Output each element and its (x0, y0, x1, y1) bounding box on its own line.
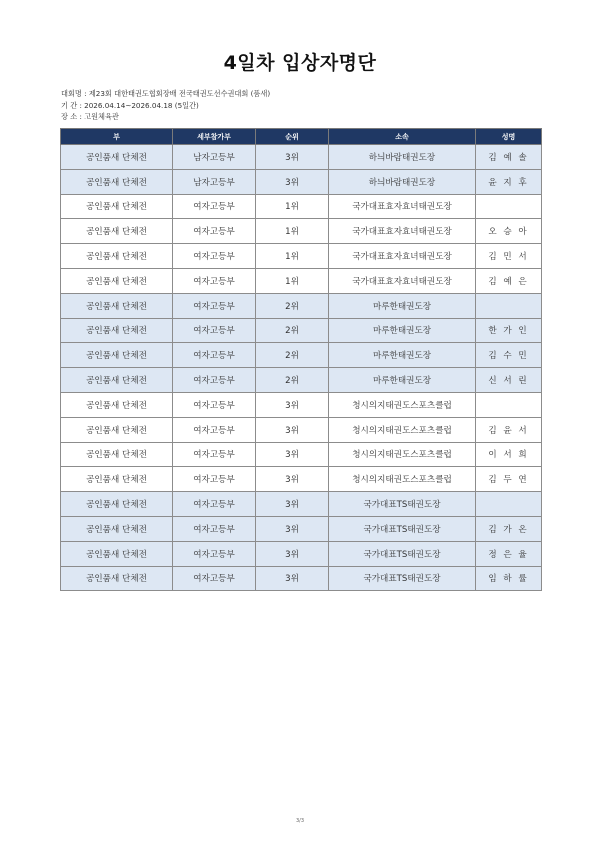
table-row (61, 194, 542, 219)
cell-subdivision: 여자고등부 (173, 343, 256, 368)
cell-rank: 2위 (256, 293, 329, 318)
table-row (61, 566, 542, 591)
cell-division: 공인품새 단체전 (61, 566, 173, 591)
table-row (61, 516, 542, 541)
cell-division: 공인품새 단체전 (61, 516, 173, 541)
table-row (61, 318, 542, 343)
cell-rank: 2위 (256, 318, 329, 343)
cell-subdivision: 여자고등부 (173, 392, 256, 417)
cell-division: 공인품새 단체전 (61, 293, 173, 318)
cell-name: 한 가 인 (476, 318, 542, 343)
cell-team: 국가대표TS태권도장 (329, 541, 476, 566)
competition-period: 기 간 : 2026.04.14~2026.04.18 (5일간) (61, 100, 199, 110)
cell-team: 청시의지태권도스포츠클럽 (329, 467, 476, 492)
cell-team: 청시의지태권도스포츠클럽 (329, 417, 476, 442)
cell-rank: 3위 (256, 442, 329, 467)
table-row (61, 417, 542, 442)
table-row (61, 492, 542, 517)
cell-division: 공인품새 단체전 (61, 194, 173, 219)
table-header-row (61, 129, 542, 145)
cell-name: 이 서 희 (476, 442, 542, 467)
cell-team: 국가대표효자효녀태권도장 (329, 244, 476, 269)
cell-name: 김 민 서 (476, 244, 542, 269)
cell-division: 공인품새 단체전 (61, 219, 173, 244)
table-row (61, 293, 542, 318)
cell-name (476, 392, 542, 417)
cell-subdivision: 여자고등부 (173, 541, 256, 566)
cell-team: 국가대표효자효녀태권도장 (329, 219, 476, 244)
header-rank: 순위 (256, 129, 329, 145)
cell-name: 임 하 률 (476, 566, 542, 591)
cell-team: 국가대표TS태권도장 (329, 492, 476, 517)
cell-subdivision: 여자고등부 (173, 219, 256, 244)
header-team: 소속 (329, 129, 476, 145)
cell-rank: 3위 (256, 467, 329, 492)
cell-rank: 1위 (256, 268, 329, 293)
cell-team: 마루한태권도장 (329, 343, 476, 368)
cell-team: 마루한태권도장 (329, 368, 476, 393)
cell-team: 하늬바람태권도장 (329, 145, 476, 170)
table-row (61, 392, 542, 417)
cell-division: 공인품새 단체전 (61, 492, 173, 517)
cell-division: 공인품새 단체전 (61, 318, 173, 343)
table-row (61, 219, 542, 244)
cell-subdivision: 여자고등부 (173, 194, 256, 219)
cell-name: 김 예 솔 (476, 145, 542, 170)
cell-rank: 3위 (256, 145, 329, 170)
competition-venue: 장 소 : 고원체육관 (61, 112, 119, 121)
cell-name: 김 수 민 (476, 343, 542, 368)
cell-rank: 1위 (256, 219, 329, 244)
cell-subdivision: 여자고등부 (173, 293, 256, 318)
cell-rank: 2위 (256, 368, 329, 393)
results-body (61, 145, 542, 591)
cell-rank: 3위 (256, 392, 329, 417)
cell-subdivision: 여자고등부 (173, 244, 256, 269)
cell-subdivision: 여자고등부 (173, 417, 256, 442)
cell-subdivision: 여자고등부 (173, 516, 256, 541)
cell-name (476, 194, 542, 219)
cell-team: 청시의지태권도스포츠클럽 (329, 392, 476, 417)
cell-team: 마루한태권도장 (329, 293, 476, 318)
competition-name: 대회명 : 제23회 대한태권도협회장배 전국태권도선수권대회 (품새) (61, 89, 271, 98)
cell-subdivision: 여자고등부 (173, 566, 256, 591)
cell-name (476, 492, 542, 517)
cell-division: 공인품새 단체전 (61, 343, 173, 368)
cell-name: 김 두 연 (476, 467, 542, 492)
cell-rank: 3위 (256, 541, 329, 566)
cell-subdivision: 여자고등부 (173, 268, 256, 293)
cell-name (476, 293, 542, 318)
table-row (61, 467, 542, 492)
results-table (60, 128, 542, 591)
cell-team: 국가대표TS태권도장 (329, 566, 476, 591)
cell-name: 윤 지 후 (476, 169, 542, 194)
table-row (61, 442, 542, 467)
table-row (61, 343, 542, 368)
cell-division: 공인품새 단체전 (61, 541, 173, 566)
cell-division: 공인품새 단체전 (61, 417, 173, 442)
cell-name: 오 승 아 (476, 219, 542, 244)
cell-division: 공인품새 단체전 (61, 244, 173, 269)
cell-team: 국가대표TS태권도장 (329, 516, 476, 541)
cell-rank: 2위 (256, 343, 329, 368)
cell-subdivision: 여자고등부 (173, 492, 256, 517)
table-row (61, 368, 542, 393)
cell-subdivision: 남자고등부 (173, 145, 256, 170)
table-row (61, 145, 542, 170)
cell-team: 마루한태권도장 (329, 318, 476, 343)
cell-team: 국가대표효자효녀태권도장 (329, 268, 476, 293)
cell-name: 김 윤 서 (476, 417, 542, 442)
cell-rank: 1위 (256, 194, 329, 219)
header-division: 부 (61, 129, 173, 145)
cell-rank: 3위 (256, 492, 329, 517)
cell-name: 신 서 린 (476, 368, 542, 393)
cell-division: 공인품새 단체전 (61, 467, 173, 492)
header-subdivision: 세부참가부 (173, 129, 256, 145)
cell-team: 청시의지태권도스포츠클럽 (329, 442, 476, 467)
cell-name: 김 가 온 (476, 516, 542, 541)
table-row (61, 169, 542, 194)
cell-rank: 1위 (256, 244, 329, 269)
cell-subdivision: 여자고등부 (173, 318, 256, 343)
cell-division: 공인품새 단체전 (61, 392, 173, 417)
cell-division: 공인품새 단체전 (61, 442, 173, 467)
cell-rank: 3위 (256, 516, 329, 541)
cell-division: 공인품새 단체전 (61, 145, 173, 170)
cell-team: 국가대표효자효녀태권도장 (329, 194, 476, 219)
table-row (61, 268, 542, 293)
page-number: 3/3 (295, 818, 305, 824)
cell-name: 정 은 율 (476, 541, 542, 566)
table-row (61, 244, 542, 269)
cell-subdivision: 여자고등부 (173, 467, 256, 492)
cell-subdivision: 남자고등부 (173, 169, 256, 194)
cell-team: 하늬바람태권도장 (329, 169, 476, 194)
competition-info (61, 88, 270, 123)
cell-subdivision: 여자고등부 (173, 442, 256, 467)
header-name: 성명 (476, 129, 542, 145)
cell-division: 공인품새 단체전 (61, 169, 173, 194)
cell-rank: 3위 (256, 566, 329, 591)
table-row (61, 541, 542, 566)
cell-subdivision: 여자고등부 (173, 368, 256, 393)
cell-name: 김 예 은 (476, 268, 542, 293)
page-title: 4일차 입상자명단 (223, 52, 377, 74)
cell-rank: 3위 (256, 417, 329, 442)
cell-division: 공인품새 단체전 (61, 368, 173, 393)
cell-division: 공인품새 단체전 (61, 268, 173, 293)
cell-rank: 3위 (256, 169, 329, 194)
